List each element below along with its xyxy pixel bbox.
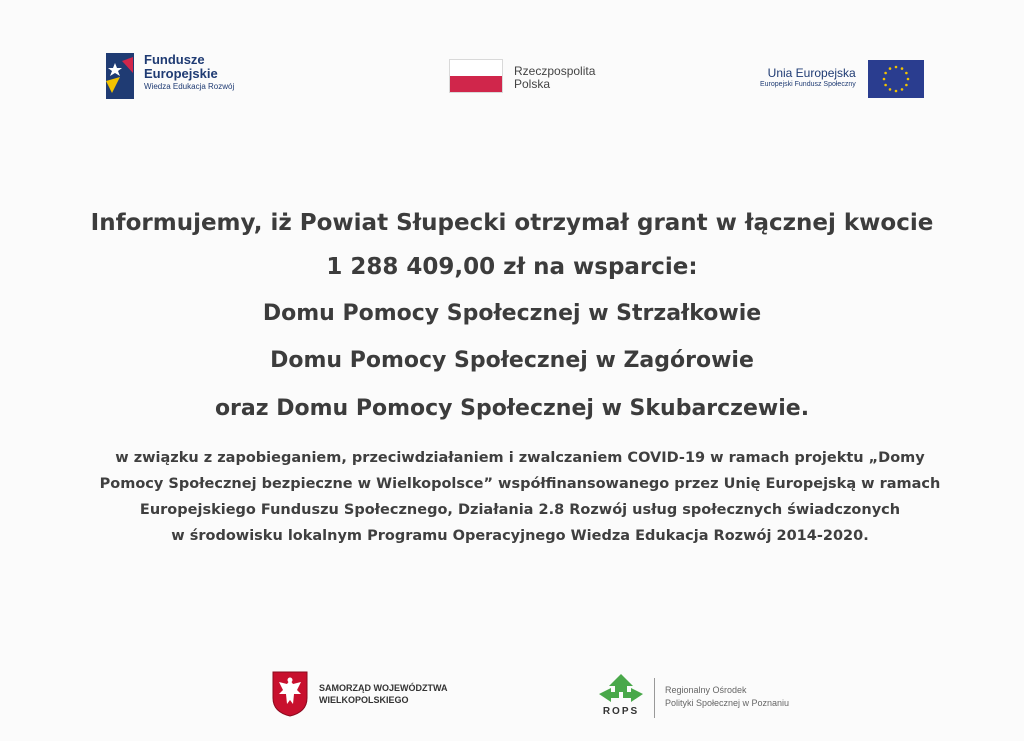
rops-arrows-icon bbox=[599, 674, 643, 704]
rp-line1: Rzeczpospolita bbox=[514, 64, 596, 78]
sw-line1: SAMORZĄD WOJEWÓDZTWA bbox=[319, 683, 448, 693]
headline-dps-skubarczewo: oraz Domu Pomocy Społecznej w Skubarczewie. bbox=[214, 396, 810, 421]
fundusze-europejskie-text bbox=[144, 53, 234, 93]
samorzad-text bbox=[319, 682, 448, 706]
sw-line2: WIELKOPOLSKIEGO bbox=[319, 695, 409, 705]
ue-name: Unia Europejska bbox=[767, 66, 856, 80]
headline-line-1: Informujemy, iż Powiat Słupecki otrzymał grant w łącznej kwocie bbox=[90, 210, 934, 236]
eu-star bbox=[884, 84, 887, 87]
white-eagle-shield-icon bbox=[271, 670, 309, 718]
rops-acronym: ROPS bbox=[602, 706, 640, 717]
samorzad-wojewodztwa-logo bbox=[271, 670, 448, 718]
rops-line1: Regionalny Ośrodek bbox=[665, 685, 747, 695]
eu-star bbox=[900, 88, 903, 91]
rops-text bbox=[665, 684, 789, 710]
description-line-3: Europejskiego Funduszu Społecznego, Działania 2.8 Rozwój usług społecznych świadczonych bbox=[139, 502, 901, 518]
rp-line2: Polska bbox=[514, 77, 551, 91]
unia-europejska-text bbox=[760, 66, 856, 90]
description-line-4: w środowisku lokalnym Programu Operacyjnego Wiedza Edukacja Rozwój 2014-2020. bbox=[171, 528, 869, 544]
description-line-1: w związku z zapobieganiem, przeciwdziałaniem i zwalczaniem COVID-19 w ramach projektu „Domy bbox=[115, 450, 925, 466]
headline-grant-amount: 1 288 409,00 zł na wsparcie: bbox=[326, 254, 698, 280]
project-description bbox=[90, 445, 950, 549]
description-line-2: Pomocy Społecznej bezpieczne w Wielkopolsce” współfinansowanego przez Unię Europejską w ramach bbox=[99, 476, 941, 492]
unia-europejska-logo bbox=[760, 60, 924, 98]
eu-star bbox=[906, 78, 909, 81]
ue-fund-name: Europejski Fundusz Społeczny bbox=[760, 81, 856, 88]
rops-logo bbox=[598, 674, 789, 720]
eu-star bbox=[882, 78, 885, 81]
eu-star bbox=[900, 67, 903, 70]
eu-star bbox=[888, 67, 891, 70]
polish-flag-icon bbox=[449, 59, 503, 93]
fundusze-europejskie-logo bbox=[106, 53, 234, 99]
headline-dps-zagorow: Domu Pomocy Społecznej w Zagórowie bbox=[270, 348, 754, 373]
fe-program-name: Wiedza Edukacja Rozwój bbox=[144, 82, 235, 91]
rops-line2: Polityki Społecznej w Poznaniu bbox=[665, 698, 790, 708]
rops-divider bbox=[654, 678, 655, 718]
fe-name-line1: Fundusze bbox=[144, 52, 205, 67]
rzeczpospolita-text bbox=[514, 65, 595, 91]
rzeczpospolita-polska-logo bbox=[449, 59, 595, 93]
eu-star bbox=[905, 84, 908, 87]
fe-name-line2: Europejskie bbox=[144, 66, 218, 81]
eu-star bbox=[888, 88, 891, 91]
eu-star bbox=[905, 72, 908, 75]
eu-star bbox=[884, 72, 887, 75]
eu-star bbox=[894, 90, 897, 93]
fundusze-europejskie-mark-icon bbox=[106, 53, 134, 99]
eu-star bbox=[894, 66, 897, 69]
eu-flag-icon bbox=[868, 60, 924, 98]
headline-dps-strzalkowo: Domu Pomocy Społecznej w Strzałkowie bbox=[262, 301, 762, 326]
rops-mark bbox=[598, 674, 644, 720]
